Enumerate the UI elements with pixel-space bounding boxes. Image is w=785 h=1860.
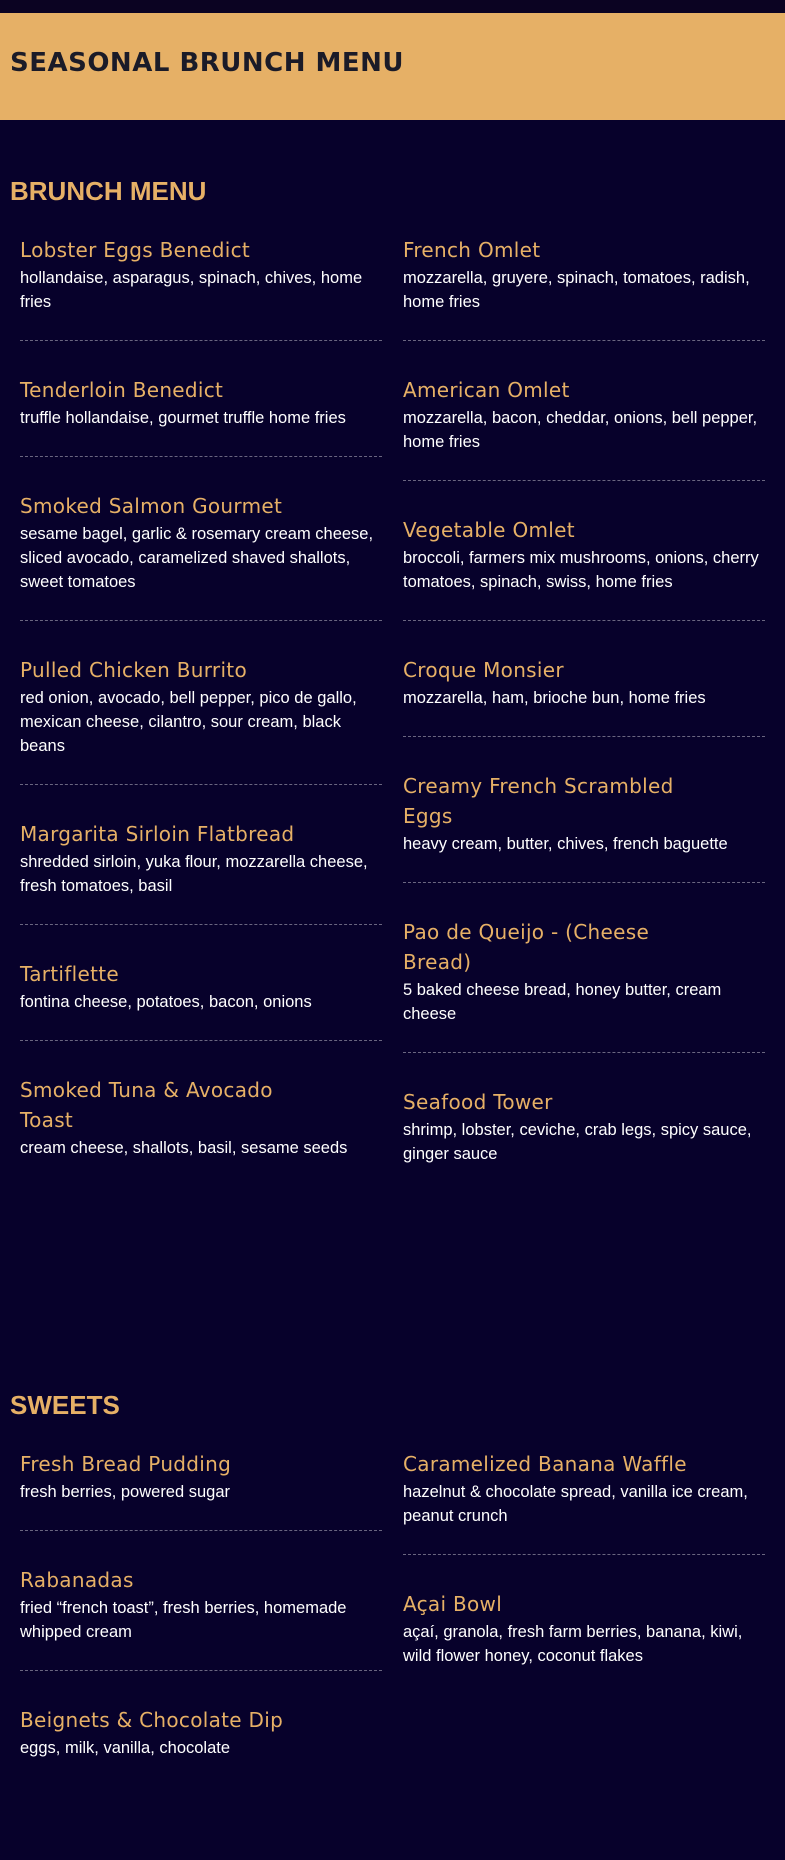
menu-item-name: Pulled Chicken Burrito bbox=[20, 658, 247, 682]
menu-item-description: truffle hollandaise, gourmet truffle home fries bbox=[20, 409, 346, 427]
menu-item-name: Pao de Queijo - (Cheese Bread) bbox=[403, 920, 650, 974]
sweets-left-column bbox=[20, 1449, 382, 1786]
menu-item-name: Croque Monsier bbox=[403, 658, 564, 682]
menu-item-name: French Omlet bbox=[403, 238, 541, 262]
menu-item-description: mozzarella, ham, brioche bun, home fries bbox=[403, 689, 706, 707]
brunch-left-column bbox=[20, 235, 382, 1186]
menu-item bbox=[403, 1449, 765, 1555]
menu-item-description: shrimp, lobster, ceviche, crab legs, spicy sauce, ginger sauce bbox=[403, 1121, 752, 1163]
menu-item bbox=[20, 1075, 382, 1186]
menu-item-description: hazelnut & chocolate spread, vanilla ice cream, peanut crunch bbox=[403, 1483, 748, 1525]
menu-item bbox=[403, 375, 765, 481]
menu-item bbox=[20, 491, 382, 621]
menu-item bbox=[403, 1087, 765, 1192]
menu-item-description: hollandaise, asparagus, spinach, chives, home fries bbox=[20, 269, 363, 311]
menu-item-name: Vegetable Omlet bbox=[403, 518, 575, 542]
menu-item bbox=[20, 375, 382, 457]
section-title-brunch: BRUNCH MENU bbox=[10, 176, 207, 206]
menu-item bbox=[20, 1565, 382, 1671]
menu-item-description: 5 baked cheese bread, honey butter, cream cheese bbox=[403, 981, 722, 1023]
menu-item bbox=[20, 1449, 382, 1531]
menu-item-name: Açai Bowl bbox=[403, 1592, 503, 1616]
menu-item bbox=[403, 655, 765, 737]
menu-item bbox=[20, 959, 382, 1041]
menu-item bbox=[403, 235, 765, 341]
menu-item-description: fresh berries, powered sugar bbox=[20, 1483, 231, 1501]
menu-item bbox=[403, 771, 765, 883]
menu-item-name: Tenderloin Benedict bbox=[20, 378, 224, 402]
menu-item-description: sesame bagel, garlic & rosemary cream cheese, sliced avocado, caramelized shaved shallots, sweet tomatoes bbox=[20, 525, 374, 591]
menu-item-name: Smoked Tuna & Avocado Toast bbox=[20, 1078, 273, 1132]
menu-item-description: fontina cheese, potatoes, bacon, onions bbox=[20, 993, 312, 1011]
menu-item bbox=[20, 1705, 382, 1786]
menu-item-name: Margarita Sirloin Flatbread bbox=[20, 822, 295, 846]
menu-item-name: Creamy French Scrambled Eggs bbox=[403, 774, 674, 828]
menu-item bbox=[20, 655, 382, 785]
menu-item-description: shredded sirloin, yuka flour, mozzarella cheese, fresh tomatoes, basil bbox=[20, 853, 368, 895]
menu-item-name: Rabanadas bbox=[20, 1568, 134, 1592]
top-strip bbox=[0, 0, 785, 13]
menu-item-description: eggs, milk, vanilla, chocolate bbox=[20, 1739, 231, 1757]
menu-item-description: broccoli, farmers mix mushrooms, onions, cherry tomatoes, spinach, swiss, home fries bbox=[403, 549, 759, 591]
page-title: SEASONAL BRUNCH MENU bbox=[10, 48, 405, 78]
menu-item-name: Smoked Salmon Gourmet bbox=[20, 494, 283, 518]
menu-item bbox=[403, 1589, 765, 1694]
menu-item-description: red onion, avocado, bell pepper, pico de gallo, mexican cheese, cilantro, sour cream, black beans bbox=[20, 689, 357, 755]
menu-item-name: Seafood Tower bbox=[403, 1090, 553, 1114]
menu-item-name: Tartiflette bbox=[20, 962, 119, 986]
menu-item bbox=[403, 515, 765, 621]
menu-item-name: Beignets & Chocolate Dip bbox=[20, 1708, 284, 1732]
menu-item-description: mozzarella, bacon, cheddar, onions, bell pepper, home fries bbox=[403, 409, 758, 451]
menu-item bbox=[20, 819, 382, 925]
menu-item-description: mozzarella, gruyere, spinach, tomatoes, radish, home fries bbox=[403, 269, 750, 311]
menu-item-name: Caramelized Banana Waffle bbox=[403, 1452, 687, 1476]
menu-item-name: Fresh Bread Pudding bbox=[20, 1452, 232, 1476]
section-title-sweets: SWEETS bbox=[10, 1390, 120, 1420]
menu-item-description: fried “french toast”, fresh berries, homemade whipped cream bbox=[20, 1599, 347, 1641]
menu-item-description: heavy cream, butter, chives, french baguette bbox=[403, 835, 728, 853]
menu-item-name: American Omlet bbox=[403, 378, 570, 402]
brunch-right-column bbox=[403, 235, 765, 1192]
sweets-right-column bbox=[403, 1449, 765, 1694]
menu-item-description: cream cheese, shallots, basil, sesame seeds bbox=[20, 1139, 348, 1157]
menu-item bbox=[20, 235, 382, 341]
menu-item bbox=[403, 917, 765, 1053]
menu-item-name: Lobster Eggs Benedict bbox=[20, 238, 251, 262]
menu-item-description: açaí, granola, fresh farm berries, banana, kiwi, wild flower honey, coconut flakes bbox=[403, 1623, 743, 1665]
